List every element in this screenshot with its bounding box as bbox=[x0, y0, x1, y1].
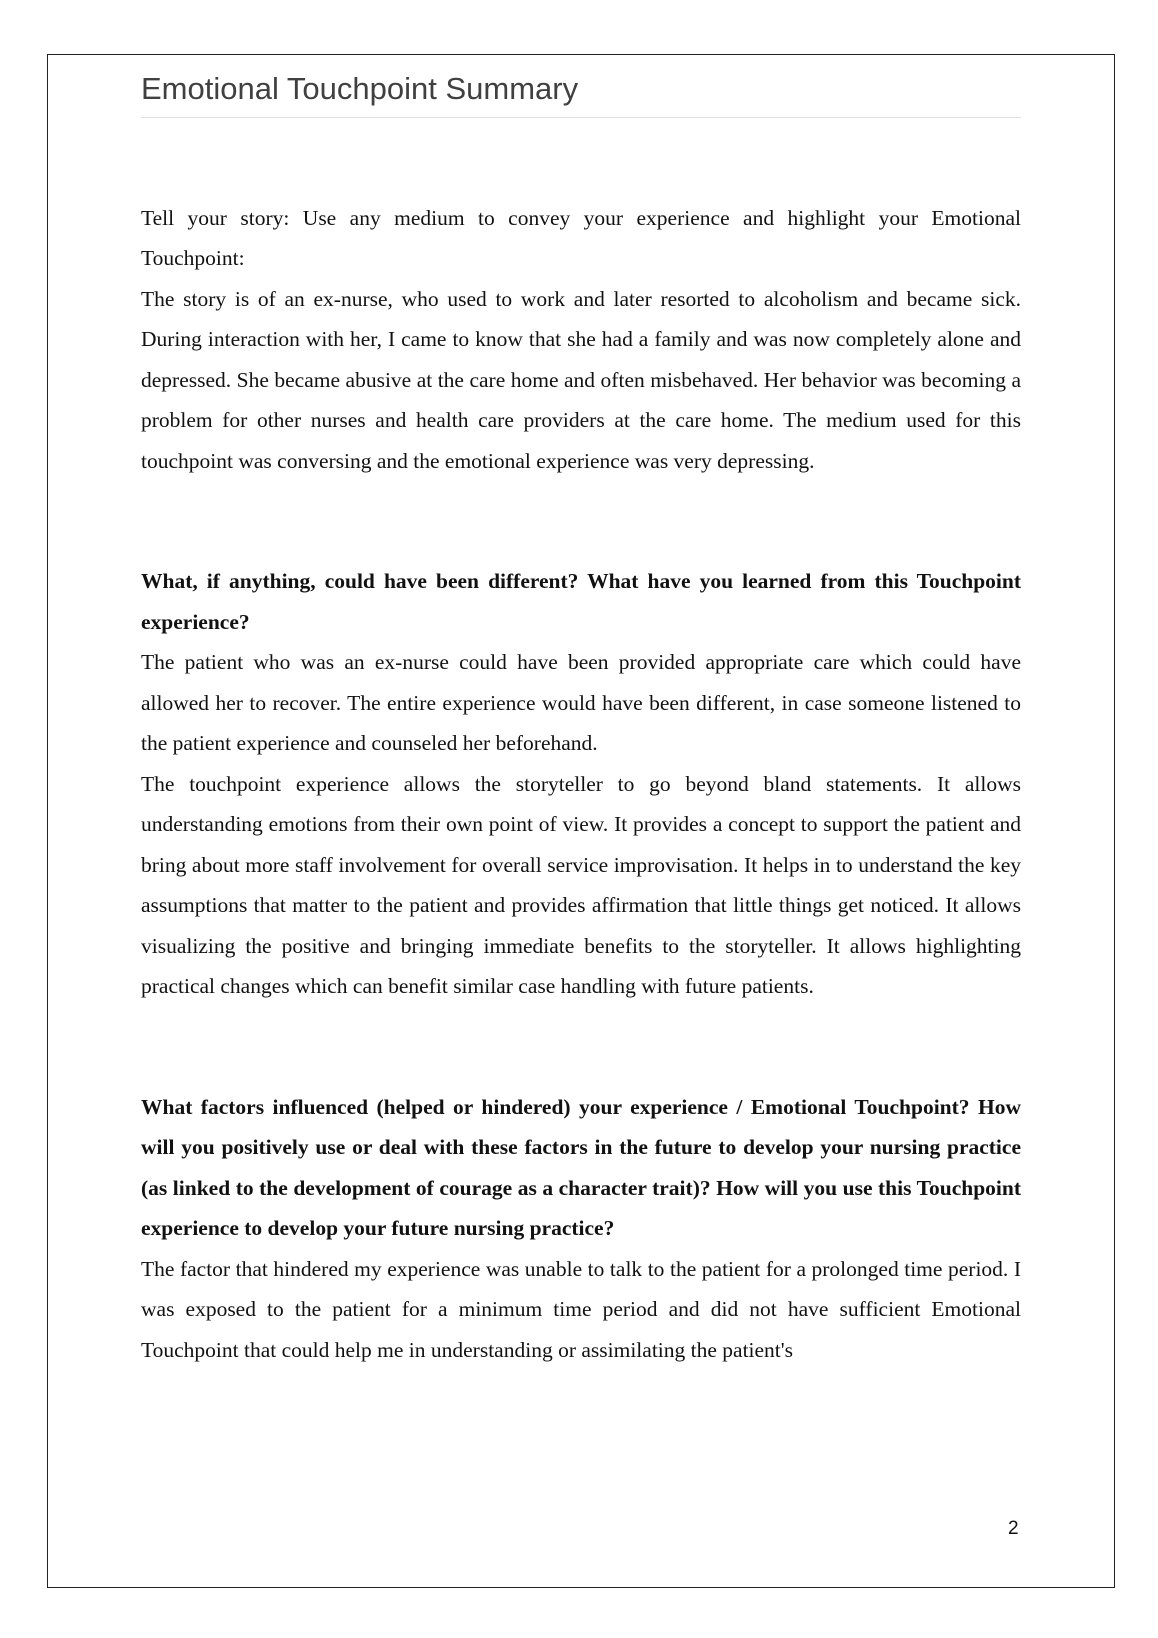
different-question: What, if anything, could have been different? What have you learned from this Touchpoint experience? bbox=[141, 569, 1021, 634]
section-influencing-factors bbox=[141, 1087, 1021, 1371]
page-content bbox=[141, 70, 1021, 1370]
story-paragraph: The story is of an ex-nurse, who used to work and later resorted to alcoholism and became sick. During interaction with her, I came to know that she had a family and was now completely alone and depressed. She became abusive at the care home and often misbehaved. Her behavior was becoming a problem for other nurses and health care providers at the care home. The medium used for this touchpoint was conversing and the emotional experience was very depressing. bbox=[141, 286, 1021, 473]
different-paragraph-1: The patient who was an ex-nurse could have been provided appropriate care which could have allowed her to recover. The entire experience would have been different, in case someone listened to the patient experience and counseled her beforehand. bbox=[141, 650, 1021, 756]
page-title: Emotional Touchpoint Summary bbox=[141, 70, 1021, 118]
factors-question: What factors influenced (helped or hindered) your experience / Emotional Touchpoint? How will you positively use or deal with these factors in the future to develop your nursing practice (as linked to the development of courage as a character trait)? How will you use this Touchpoint experience to develop your future nursing practice? bbox=[141, 1094, 1021, 1241]
factors-paragraph: The factor that hindered my experience was unable to talk to the patient for a prolonged time period. I was exposed to the patient for a minimum time period and did not have sufficient Emotional Touchpoint that could help me in understanding or assimilating the patient's bbox=[141, 1256, 1021, 1362]
section-tell-your-story bbox=[141, 198, 1021, 482]
page-number: 2 bbox=[1008, 1518, 1019, 1539]
section-what-could-be-different bbox=[141, 561, 1021, 1007]
different-paragraph-2: The touchpoint experience allows the storyteller to go beyond bland statements. It allows understanding emotions from their own point of view. It provides a concept to support the patient and bring about more staff involvement for overall service improvisation. It helps in to understand the key assumptions that matter to the patient and provides affirmation that little things get noticed. It allows visualizing the positive and bringing immediate benefits to the storyteller. It allows highlighting practical changes which can benefit similar case handling with future patients. bbox=[141, 771, 1021, 999]
story-prompt: Tell your story: Use any medium to convey your experience and highlight your Emotional Touchpoint: bbox=[141, 205, 1021, 271]
